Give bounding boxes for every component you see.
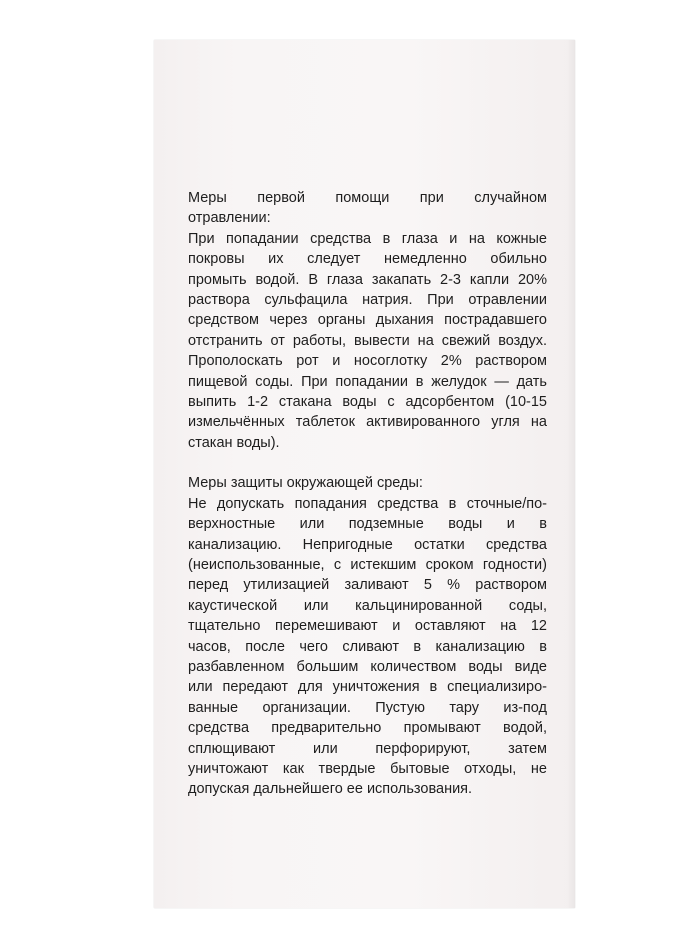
first-aid-line: покровы их следует немедленно обильно (188, 251, 547, 268)
section-gap (188, 453, 547, 473)
first-aid-line: средством через органы дыхания пострадавшего (188, 312, 547, 329)
environment-line: ванные организации. Пустую тару из-под (188, 699, 547, 716)
environment-heading: Меры защиты окружающей среды: (188, 475, 423, 492)
first-aid-line: измельчённых таблеток активированного угля на (188, 414, 547, 431)
first-aid-line: раствора сульфацила натрия. При отравлении (188, 292, 547, 309)
environment-line: каустической или кальцинированной соды, (188, 597, 547, 614)
first-aid-line: выпить 1-2 стакана воды с адсорбентом (10-15 (188, 394, 547, 411)
environment-line: канализацию. Непригодные остатки средства (188, 536, 547, 553)
first-aid-line: стакан воды). (188, 434, 280, 451)
environment-line: уничтожают как твердые бытовые отходы, не (188, 760, 547, 777)
first-aid-line: промыть водой. В глаза закапать 2-3 капли 20% (188, 271, 547, 288)
first-aid-line: Прополоскать рот и носоглотку 2% раствором (188, 353, 547, 370)
instruction-text-block (188, 188, 547, 800)
environment-line: перед утилизацией заливают 5 % раствором (188, 577, 547, 594)
environment-line: верхностные или подземные воды и в (188, 516, 547, 533)
environment-line: допуская дальнейшего ее использования. (188, 781, 473, 798)
environment-line: (неиспользованные, с истекшим сроком годности) (188, 556, 547, 573)
first-aid-line: отстранить от работы, вывести на свежий воздух. (188, 332, 547, 349)
first-aid-heading-line2: отравлении: (188, 210, 271, 227)
environment-line: тщательно перемешивают и оставляют на 12 (188, 618, 547, 635)
box-edge-shading (567, 40, 575, 908)
environment-line: Не допускать попадания средства в сточные/по- (188, 495, 547, 512)
first-aid-line: При попадании средства в глаза и на кожные (188, 230, 547, 247)
first-aid-line: пищевой соды. При попадании в желудок — дать (188, 373, 547, 390)
environment-line: разбавленном большим количеством воды виде (188, 658, 547, 675)
environment-line: или передают для уничтожения в специализиро- (188, 679, 547, 696)
environment-line: сплющивают или перфорируют, затем (188, 740, 547, 757)
first-aid-heading-line1: Меры первой помощи при случайном (188, 190, 547, 206)
environment-line: средства предварительно промывают водой, (188, 720, 547, 737)
product-box-panel (154, 40, 575, 908)
environment-line: часов, после чего сливают в канализацию в (188, 638, 547, 655)
